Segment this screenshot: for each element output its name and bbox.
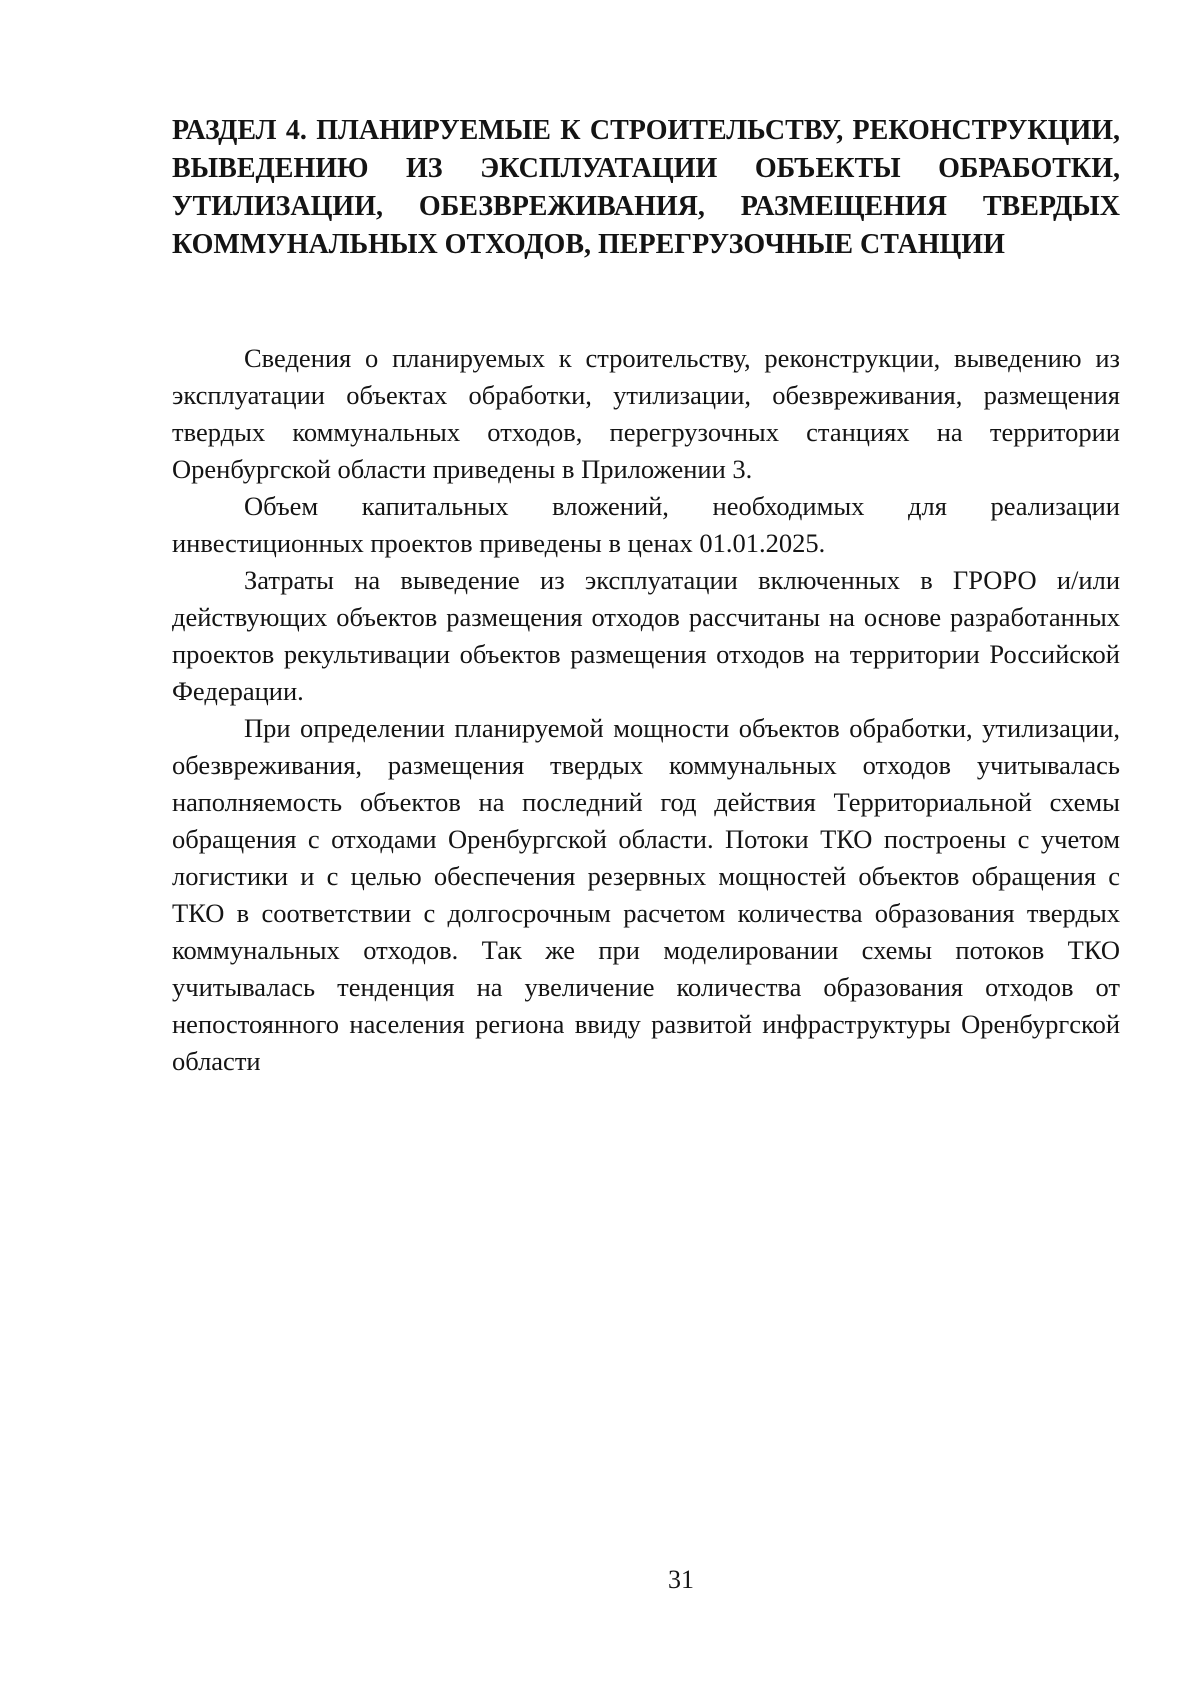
paragraph-capital-investment: Объем капитальных вложений, необходимых для реализации инвестиционных проектов приведены в ценах 01.01.2025. [172,491,1120,558]
paragraph-decommissioning-costs: Затраты на выведение из эксплуатации включенных в ГРОРО и/или действующих объектов размещения отходов рассчитаны на основе разработанных проектов рекультивации объектов размещения отходов на территории Российской Федерации. [172,565,1120,706]
paragraph-planned-objects: Сведения о планируемых к строительству, реконструкции, выведению из эксплуатации объектах обработки, утилизации, обезвреживания, размещения твердых коммунальных отходов, перегрузочных станциях на территории Оренбургской области приведены в Приложении 3. [172,343,1120,484]
paragraph-capacity-planning: При определении планируемой мощности объектов обработки, утилизации, обезвреживания, размещения твердых коммунальных отходов учитывалась наполняемость объектов на последний год действия Территориальной схемы обращения с отходами Оренбургской области. Потоки ТКО построены с учетом логистики и с целью обеспечения резервных мощностей объектов обращения с ТКО в соответствии с долгосрочным расчетом количества образования твердых коммунальных отходов. Так же при моделировании схемы потоков ТКО учитывалась тенденция на увеличение количества образования отходов от непостоянного населения региона ввиду развитой инфраструктуры Оренбургской области [172,713,1120,1076]
body-text [172,340,1120,1080]
page-number: 31 [668,1565,694,1594]
section-heading: РАЗДЕЛ 4. ПЛАНИРУЕМЫЕ К СТРОИТЕЛЬСТВУ, РЕКОНСТРУКЦИИ, ВЫВЕДЕНИЮ ИЗ ЭКСПЛУАТАЦИИ ОБЪЕКТЫ ОБРАБОТКИ, УТИЛИЗАЦИИ, ОБЕЗВРЕЖИВАНИЯ, РАЗМЕЩЕНИЯ ТВЕРДЫХ КОММУНАЛЬНЫХ ОТХОДОВ, ПЕРЕГРУЗОЧНЫЕ СТАНЦИИ [172,115,1120,260]
